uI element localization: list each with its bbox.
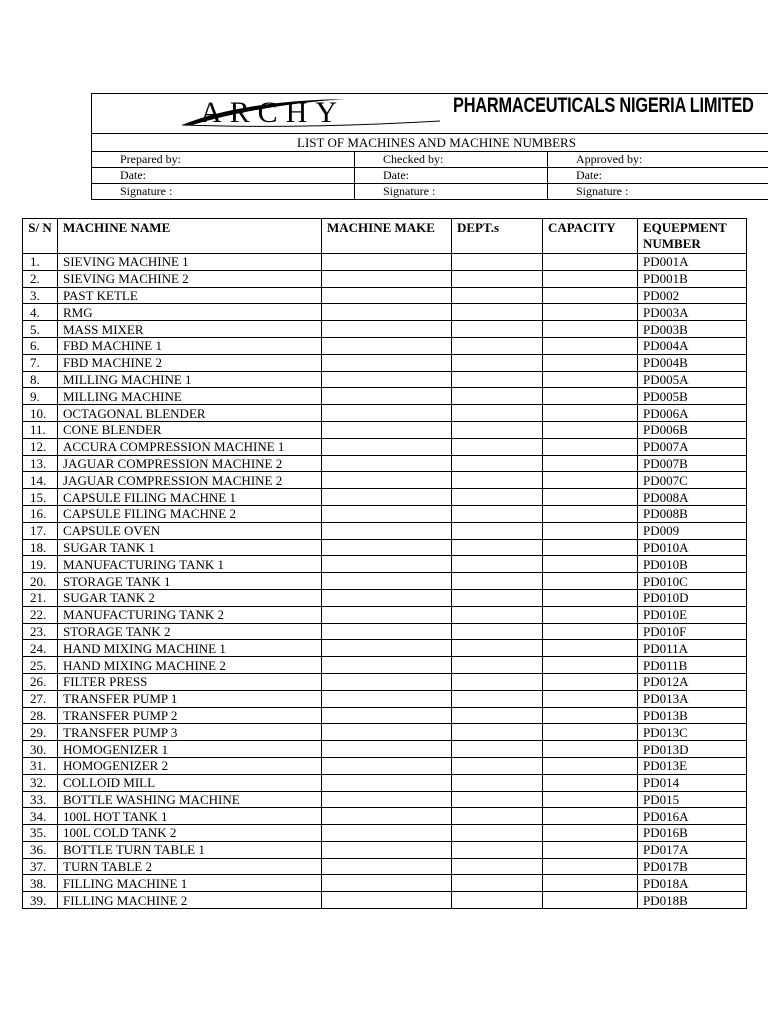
cell-capacity — [543, 438, 638, 455]
cell-dept — [452, 892, 543, 909]
cell-equipment-number: PD005B — [638, 388, 747, 405]
cell-machine-make — [322, 757, 452, 774]
cell-machine-make — [322, 472, 452, 489]
cell-equipment-number: PD010F — [638, 623, 747, 640]
cell-capacity — [543, 489, 638, 506]
cell-sn: 27. — [23, 690, 58, 707]
table-row — [23, 438, 747, 455]
cell-equipment-number: PD006A — [638, 405, 747, 422]
table-row — [23, 405, 747, 422]
cell-dept — [452, 741, 543, 758]
cell-machine-make — [322, 388, 452, 405]
cell-equipment-number: PD017B — [638, 858, 747, 875]
machine-rows — [23, 254, 747, 909]
cell-equipment-number: PD003B — [638, 321, 747, 338]
cell-machine-name: HAND MIXING MACHINE 1 — [58, 640, 322, 657]
table-row — [23, 522, 747, 539]
cell-sn: 18. — [23, 539, 58, 556]
cell-sn: 39. — [23, 892, 58, 909]
cell-equipment-number: PD001B — [638, 270, 747, 287]
cell-capacity — [543, 522, 638, 539]
cell-sn: 16. — [23, 505, 58, 522]
company-name: PHARMACEUTICALS NIGERIA LIMITED — [453, 94, 754, 117]
table-row — [23, 707, 747, 724]
cell-capacity — [543, 892, 638, 909]
cell-dept — [452, 438, 543, 455]
cell-machine-make — [322, 774, 452, 791]
cell-dept — [452, 606, 543, 623]
cell-machine-make — [322, 354, 452, 371]
cell-machine-name: SIEVING MACHINE 2 — [58, 270, 322, 287]
cell-equipment-number: PD016B — [638, 825, 747, 842]
cell-machine-make — [322, 489, 452, 506]
cell-machine-name: TRANSFER PUMP 2 — [58, 707, 322, 724]
approved-date-label: Date: — [548, 168, 768, 184]
table-row — [23, 757, 747, 774]
cell-dept — [452, 304, 543, 321]
cell-machine-name: JAGUAR COMPRESSION MACHINE 2 — [58, 472, 322, 489]
cell-capacity — [543, 287, 638, 304]
cell-machine-make — [322, 892, 452, 909]
cell-equipment-number: PD007B — [638, 455, 747, 472]
cell-capacity — [543, 472, 638, 489]
table-row — [23, 472, 747, 489]
cell-dept — [452, 657, 543, 674]
cell-capacity — [543, 623, 638, 640]
cell-equipment-number: PD004A — [638, 337, 747, 354]
table-row — [23, 539, 747, 556]
cell-dept — [452, 270, 543, 287]
cell-machine-name: BOTTLE WASHING MACHINE — [58, 791, 322, 808]
cell-machine-make — [322, 858, 452, 875]
cell-equipment-number: PD018A — [638, 875, 747, 892]
cell-equipment-number: PD008A — [638, 489, 747, 506]
cell-equipment-number: PD002 — [638, 287, 747, 304]
cell-dept — [452, 455, 543, 472]
cell-dept — [452, 421, 543, 438]
table-row — [23, 657, 747, 674]
table-row — [23, 321, 747, 338]
table-row — [23, 589, 747, 606]
table-row — [23, 808, 747, 825]
cell-dept — [452, 623, 543, 640]
cell-sn: 6. — [23, 337, 58, 354]
cell-sn: 24. — [23, 640, 58, 657]
cell-machine-make — [322, 791, 452, 808]
cell-machine-make — [322, 371, 452, 388]
table-row — [23, 573, 747, 590]
table-row — [23, 858, 747, 875]
cell-sn: 36. — [23, 841, 58, 858]
cell-dept — [452, 405, 543, 422]
cell-sn: 10. — [23, 405, 58, 422]
cell-machine-name: SUGAR TANK 1 — [58, 539, 322, 556]
cell-equipment-number: PD010E — [638, 606, 747, 623]
cell-sn: 15. — [23, 489, 58, 506]
cell-sn: 19. — [23, 556, 58, 573]
cell-machine-name: OCTAGONAL BLENDER — [58, 405, 322, 422]
cell-capacity — [543, 388, 638, 405]
cell-dept — [452, 539, 543, 556]
cell-machine-make — [322, 505, 452, 522]
cell-machine-name: TRANSFER PUMP 3 — [58, 724, 322, 741]
table-row — [23, 455, 747, 472]
cell-sn: 11. — [23, 421, 58, 438]
cell-sn: 13. — [23, 455, 58, 472]
cell-sn: 1. — [23, 254, 58, 271]
cell-equipment-number: PD007A — [638, 438, 747, 455]
cell-machine-name: CONE BLENDER — [58, 421, 322, 438]
cell-sn: 29. — [23, 724, 58, 741]
cell-machine-name: CAPSULE OVEN — [58, 522, 322, 539]
table-row — [23, 606, 747, 623]
cell-machine-name: MANUFACTURING TANK 2 — [58, 606, 322, 623]
cell-machine-make — [322, 455, 452, 472]
cell-machine-name: CAPSULE FILING MACHNE 2 — [58, 505, 322, 522]
cell-sn: 20. — [23, 573, 58, 590]
cell-machine-name: MANUFACTURING TANK 1 — [58, 556, 322, 573]
cell-dept — [452, 505, 543, 522]
cell-equipment-number: PD012A — [638, 673, 747, 690]
cell-capacity — [543, 270, 638, 287]
cell-machine-make — [322, 690, 452, 707]
cell-capacity — [543, 421, 638, 438]
cell-equipment-number: PD010D — [638, 589, 747, 606]
cell-machine-name: TRANSFER PUMP 1 — [58, 690, 322, 707]
table-row — [23, 673, 747, 690]
cell-machine-name: MILLING MACHINE 1 — [58, 371, 322, 388]
table-row — [23, 304, 747, 321]
cell-dept — [452, 690, 543, 707]
archy-logo-icon — [180, 95, 450, 131]
cell-capacity — [543, 640, 638, 657]
cell-machine-make — [322, 321, 452, 338]
cell-capacity — [543, 539, 638, 556]
checked-by-label: Checked by: — [355, 152, 548, 168]
cell-machine-name: SIEVING MACHINE 1 — [58, 254, 322, 271]
cell-equipment-number: PD005A — [638, 371, 747, 388]
cell-machine-make — [322, 841, 452, 858]
column-header-machine-make: MACHINE MAKE — [322, 219, 452, 254]
cell-machine-make — [322, 724, 452, 741]
machine-list-table — [22, 218, 747, 909]
column-header-sn: S/ N — [23, 219, 58, 254]
cell-equipment-number: PD013D — [638, 741, 747, 758]
cell-capacity — [543, 741, 638, 758]
cell-dept — [452, 337, 543, 354]
cell-machine-name: 100L HOT TANK 1 — [58, 808, 322, 825]
cell-dept — [452, 489, 543, 506]
cell-sn: 8. — [23, 371, 58, 388]
cell-equipment-number: PD004B — [638, 354, 747, 371]
cell-dept — [452, 522, 543, 539]
cell-capacity — [543, 707, 638, 724]
cell-machine-make — [322, 539, 452, 556]
table-row — [23, 421, 747, 438]
cell-dept — [452, 589, 543, 606]
table-row — [23, 270, 747, 287]
cell-machine-name: HOMOGENIZER 1 — [58, 741, 322, 758]
cell-sn: 35. — [23, 825, 58, 842]
cell-capacity — [543, 774, 638, 791]
cell-machine-make — [322, 438, 452, 455]
prepared-date-label: Date: — [92, 168, 355, 184]
cell-machine-make — [322, 707, 452, 724]
cell-machine-make — [322, 657, 452, 674]
cell-dept — [452, 354, 543, 371]
table-header-row — [23, 219, 747, 254]
cell-equipment-number: PD011A — [638, 640, 747, 657]
cell-sn: 23. — [23, 623, 58, 640]
cell-dept — [452, 707, 543, 724]
company-banner — [92, 94, 768, 134]
cell-machine-make — [322, 573, 452, 590]
cell-capacity — [543, 673, 638, 690]
cell-sn: 21. — [23, 589, 58, 606]
cell-machine-make — [322, 556, 452, 573]
cell-sn: 33. — [23, 791, 58, 808]
table-row — [23, 337, 747, 354]
cell-capacity — [543, 254, 638, 271]
cell-capacity — [543, 405, 638, 422]
cell-machine-make — [322, 254, 452, 271]
cell-equipment-number: PD013B — [638, 707, 747, 724]
cell-sn: 14. — [23, 472, 58, 489]
cell-machine-name: FILLING MACHINE 2 — [58, 892, 322, 909]
cell-equipment-number: PD009 — [638, 522, 747, 539]
cell-equipment-number: PD011B — [638, 657, 747, 674]
cell-dept — [452, 875, 543, 892]
table-row — [23, 505, 747, 522]
prepared-by-label: Prepared by: — [92, 152, 355, 168]
cell-dept — [452, 556, 543, 573]
cell-machine-name: MILLING MACHINE — [58, 388, 322, 405]
table-row — [23, 724, 747, 741]
table-row — [23, 640, 747, 657]
table-row — [23, 875, 747, 892]
table-row — [23, 556, 747, 573]
cell-machine-name: STORAGE TANK 1 — [58, 573, 322, 590]
cell-dept — [452, 640, 543, 657]
cell-machine-name: FBD MACHINE 1 — [58, 337, 322, 354]
cell-capacity — [543, 304, 638, 321]
cell-equipment-number: PD010A — [638, 539, 747, 556]
cell-sn: 34. — [23, 808, 58, 825]
cell-capacity — [543, 757, 638, 774]
cell-machine-name: STORAGE TANK 2 — [58, 623, 322, 640]
cell-equipment-number: PD008B — [638, 505, 747, 522]
cell-sn: 30. — [23, 741, 58, 758]
cell-sn: 12. — [23, 438, 58, 455]
table-row — [23, 892, 747, 909]
cell-machine-name: BOTTLE TURN TABLE 1 — [58, 841, 322, 858]
cell-machine-name: CAPSULE FILING MACHNE 1 — [58, 489, 322, 506]
cell-capacity — [543, 321, 638, 338]
table-row — [23, 774, 747, 791]
cell-sn: 25. — [23, 657, 58, 674]
cell-sn: 28. — [23, 707, 58, 724]
cell-machine-make — [322, 421, 452, 438]
cell-machine-make — [322, 405, 452, 422]
cell-capacity — [543, 573, 638, 590]
cell-machine-name: SUGAR TANK 2 — [58, 589, 322, 606]
cell-machine-name: 100L COLD TANK 2 — [58, 825, 322, 842]
cell-capacity — [543, 371, 638, 388]
table-row — [23, 741, 747, 758]
prepared-signature-label: Signature : — [92, 184, 355, 200]
cell-dept — [452, 673, 543, 690]
cell-sn: 22. — [23, 606, 58, 623]
table-row — [23, 489, 747, 506]
cell-machine-name: HOMOGENIZER 2 — [58, 757, 322, 774]
cell-sn: 38. — [23, 875, 58, 892]
cell-capacity — [543, 556, 638, 573]
cell-dept — [452, 808, 543, 825]
cell-sn: 31. — [23, 757, 58, 774]
table-row — [23, 690, 747, 707]
table-row — [23, 254, 747, 271]
checked-signature-label: Signature : — [355, 184, 548, 200]
cell-dept — [452, 774, 543, 791]
column-header-capacity: CAPACITY — [543, 219, 638, 254]
cell-dept — [452, 757, 543, 774]
cell-capacity — [543, 825, 638, 842]
table-row — [23, 388, 747, 405]
cell-equipment-number: PD016A — [638, 808, 747, 825]
cell-machine-name: FBD MACHINE 2 — [58, 354, 322, 371]
cell-machine-make — [322, 640, 452, 657]
cell-machine-name: HAND MIXING MACHINE 2 — [58, 657, 322, 674]
table-row — [23, 287, 747, 304]
cell-capacity — [543, 724, 638, 741]
cell-equipment-number: PD014 — [638, 774, 747, 791]
cell-equipment-number: PD013C — [638, 724, 747, 741]
cell-capacity — [543, 606, 638, 623]
cell-machine-name: TURN TABLE 2 — [58, 858, 322, 875]
cell-sn: 32. — [23, 774, 58, 791]
cell-capacity — [543, 337, 638, 354]
cell-capacity — [543, 589, 638, 606]
cell-equipment-number: PD015 — [638, 791, 747, 808]
table-row — [23, 825, 747, 842]
cell-machine-make — [322, 270, 452, 287]
cell-capacity — [543, 791, 638, 808]
column-header-equipment-number: EQUEPMENT NUMBER — [638, 219, 747, 254]
cell-machine-name: MASS MIXER — [58, 321, 322, 338]
cell-machine-name: COLLOID MILL — [58, 774, 322, 791]
approved-signature-label: Signature : — [548, 184, 768, 200]
cell-machine-name: PAST KETLE — [58, 287, 322, 304]
cell-dept — [452, 388, 543, 405]
cell-dept — [452, 254, 543, 271]
logo-wordmark: ARCHY — [200, 96, 346, 129]
cell-sn: 37. — [23, 858, 58, 875]
cell-machine-make — [322, 808, 452, 825]
cell-sn: 5. — [23, 321, 58, 338]
cell-equipment-number: PD006B — [638, 421, 747, 438]
cell-capacity — [543, 455, 638, 472]
cell-machine-make — [322, 623, 452, 640]
cell-dept — [452, 858, 543, 875]
cell-equipment-number: PD010C — [638, 573, 747, 590]
cell-sn: 9. — [23, 388, 58, 405]
cell-machine-make — [322, 875, 452, 892]
cell-machine-make — [322, 337, 452, 354]
table-row — [23, 791, 747, 808]
cell-machine-make — [322, 673, 452, 690]
cell-machine-make — [322, 589, 452, 606]
cell-capacity — [543, 858, 638, 875]
cell-capacity — [543, 808, 638, 825]
cell-dept — [452, 841, 543, 858]
table-row — [23, 623, 747, 640]
cell-sn: 4. — [23, 304, 58, 321]
cell-capacity — [543, 875, 638, 892]
cell-dept — [452, 371, 543, 388]
cell-dept — [452, 321, 543, 338]
approved-by-label: Approved by: — [548, 152, 768, 168]
cell-dept — [452, 472, 543, 489]
cell-capacity — [543, 690, 638, 707]
cell-dept — [452, 825, 543, 842]
cell-capacity — [543, 505, 638, 522]
cell-capacity — [543, 841, 638, 858]
cell-machine-make — [322, 741, 452, 758]
cell-equipment-number: PD013A — [638, 690, 747, 707]
cell-machine-name: RMG — [58, 304, 322, 321]
cell-machine-name: FILTER PRESS — [58, 673, 322, 690]
cell-machine-name: FILLING MACHINE 1 — [58, 875, 322, 892]
cell-sn: 26. — [23, 673, 58, 690]
cell-equipment-number: PD003A — [638, 304, 747, 321]
cell-machine-make — [322, 304, 452, 321]
table-row — [23, 371, 747, 388]
cell-equipment-number: PD018B — [638, 892, 747, 909]
cell-sn: 7. — [23, 354, 58, 371]
cell-dept — [452, 724, 543, 741]
cell-sn: 3. — [23, 287, 58, 304]
cell-machine-make — [322, 522, 452, 539]
cell-dept — [452, 573, 543, 590]
column-header-machine-name: MACHINE NAME — [58, 219, 322, 254]
document-header — [91, 93, 768, 200]
cell-dept — [452, 287, 543, 304]
cell-machine-make — [322, 606, 452, 623]
cell-capacity — [543, 354, 638, 371]
cell-equipment-number: PD017A — [638, 841, 747, 858]
cell-machine-make — [322, 825, 452, 842]
cell-machine-name: JAGUAR COMPRESSION MACHINE 2 — [58, 455, 322, 472]
document-title: LIST OF MACHINES AND MACHINE NUMBERS — [92, 134, 768, 152]
column-header-dept: DEPT.s — [452, 219, 543, 254]
cell-sn: 2. — [23, 270, 58, 287]
cell-equipment-number: PD001A — [638, 254, 747, 271]
cell-capacity — [543, 657, 638, 674]
cell-sn: 17. — [23, 522, 58, 539]
table-row — [23, 841, 747, 858]
checked-date-label: Date: — [355, 168, 548, 184]
cell-machine-name: ACCURA COMPRESSION MACHINE 1 — [58, 438, 322, 455]
cell-equipment-number: PD010B — [638, 556, 747, 573]
table-row — [23, 354, 747, 371]
cell-dept — [452, 791, 543, 808]
cell-equipment-number: PD013E — [638, 757, 747, 774]
cell-machine-make — [322, 287, 452, 304]
cell-equipment-number: PD007C — [638, 472, 747, 489]
